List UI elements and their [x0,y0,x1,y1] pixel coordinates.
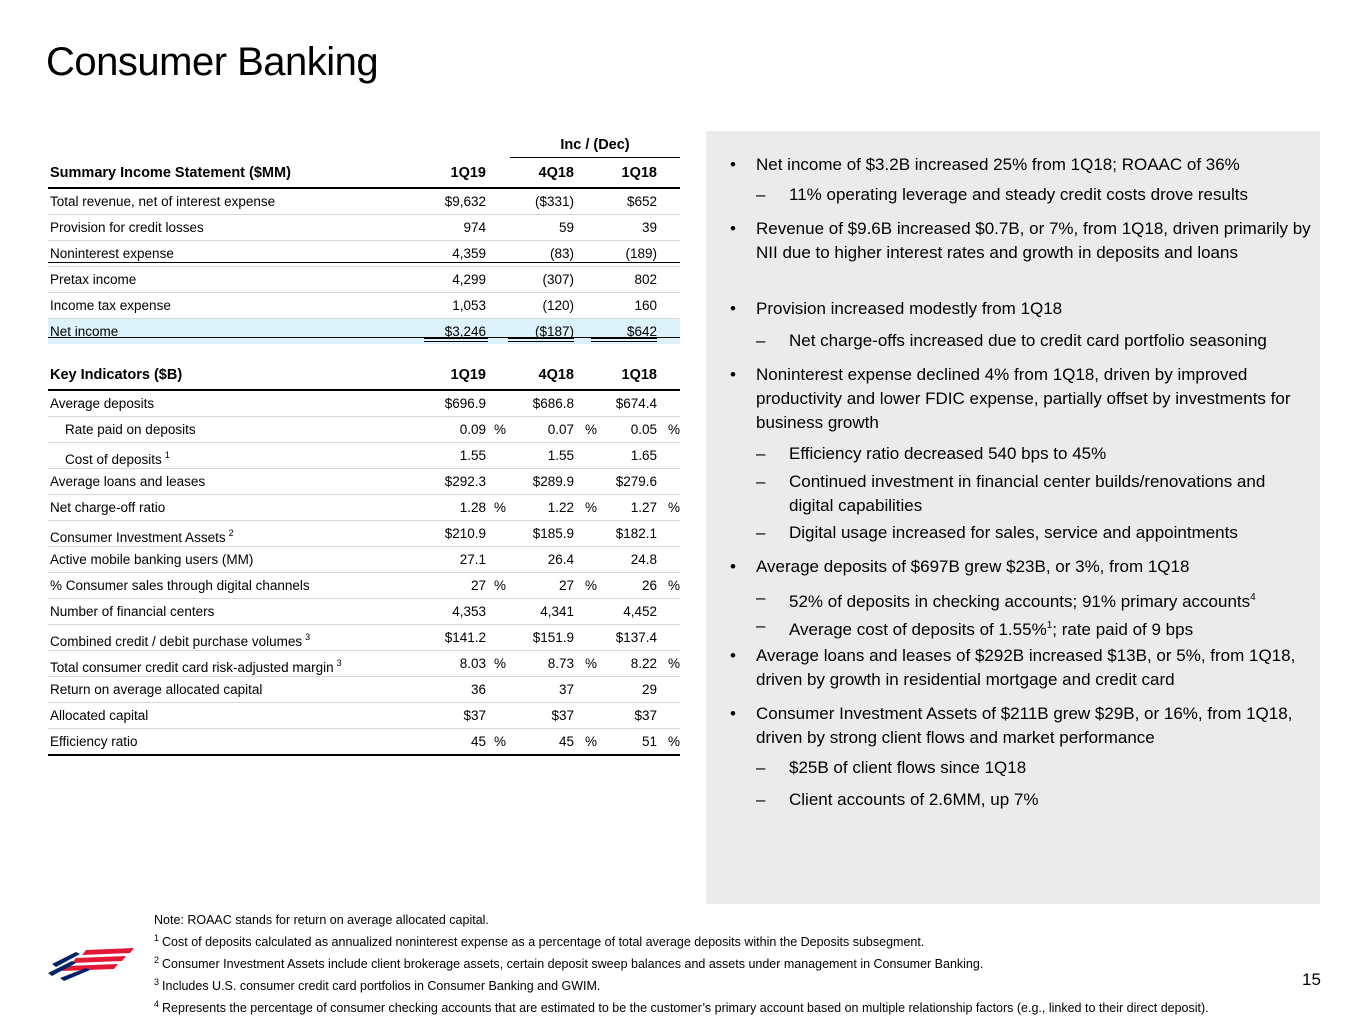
cell-c2: (120) [542,298,574,313]
cell-c3: 4,452 [623,604,657,619]
cell-c3: (189) [625,246,657,261]
cell-c3: 8.22 [630,656,657,671]
bullet-text [756,153,1311,177]
footnote-item [154,973,1294,995]
footnotes [154,911,1294,1017]
cell-c2: 1.22 [547,500,574,515]
table-row [48,521,680,547]
bullet-text [789,442,1314,466]
table-row [48,215,680,241]
bullet-dash-icon: – [756,790,766,809]
row-label-text: Average loans and leases [50,474,206,489]
summary-header-label: Summary Income Statement ($MM) [50,165,291,181]
footnote-ref: 1 [1046,620,1053,631]
cell-c2: 8.73 [547,656,574,671]
bullet-dash-icon: – [756,331,766,350]
footnote-ref: 3 [305,632,311,642]
total-double-rule [508,338,574,342]
table-row [48,729,680,756]
row-label [50,495,165,520]
table-row [48,651,680,677]
footnote-item [154,995,1294,1017]
net-income-row [48,319,680,344]
footnote-ref: 1 [164,450,170,460]
footnote-ref: 4 [1250,592,1256,603]
bullet-text-main: Noninterest expense declined 4% from 1Q18, driven by improved productivity and lower FDIC expense, partially offset by investments for business growth [756,365,1291,432]
percent-sign: % [585,422,598,437]
row-label-text: Total consumer credit card risk-adjusted margin [50,660,334,675]
cell-c3: $37 [634,708,657,723]
percent-sign: % [585,500,598,515]
cell-c1: 0.09 [459,422,486,437]
cell-c2: 37 [558,682,574,697]
footnote-note: Note: ROAAC stands for return on average allocated capital. [154,913,489,927]
cell-c3: $674.4 [615,396,657,411]
bank-logo [46,944,136,986]
bullet-dash-icon: – [756,444,766,463]
footnote-item [154,929,1294,951]
page-title: Consumer Banking [46,40,379,84]
row-label-text: Average deposits [50,396,155,411]
footnote-number: 3 [154,977,160,987]
cell-c3: $642 [626,324,657,339]
cell-c2: 27 [558,578,574,593]
footnote-text: Represents the percentage of consumer checking accounts that are estimated to be the customer’s primary account based on multiple relationship factors (e.g., linked to their direct deposit). [162,1001,1209,1015]
cell-c1: $696.9 [444,396,486,411]
cell-c2: 1.55 [547,448,574,463]
footnote-number: 2 [154,955,160,965]
bullet-dot-icon: • [730,704,736,723]
bullet-text [789,586,1314,614]
row-label: Provision for credit losses [50,220,204,235]
bullet-text [789,521,1314,545]
row-label-text: % Consumer sales through digital channels [50,578,310,593]
row-label: Net income [50,324,119,339]
table-row [48,703,680,729]
bullet-dash-icon: – [756,185,766,204]
row-label [50,391,154,416]
cell-c3: 0.05 [630,422,657,437]
bullet-text [789,614,1314,642]
percent-sign: % [668,422,681,437]
row-label-text: Combined credit / debit purchase volumes [50,634,303,649]
subtotal-rule [48,262,680,263]
table-row [48,267,680,293]
cell-c2: $37 [551,708,574,723]
inc-dec-header: Inc / (Dec) [510,133,680,158]
cell-c2: 4,341 [540,604,574,619]
row-label [50,469,205,494]
col-1q19-header: 1Q19 [450,367,486,383]
bullet-dash-icon: – [756,472,766,491]
cell-c2: 26.4 [547,552,574,567]
cell-c2: ($331) [534,194,574,209]
bullet-dot-icon: • [730,365,736,384]
row-label [50,703,148,728]
percent-sign: % [585,734,598,749]
row-label [50,521,234,550]
cell-c1: 27 [470,578,486,593]
table-row [48,391,680,417]
cell-c1: 4,359 [452,246,486,261]
cell-c2: 0.07 [547,422,574,437]
row-label-text: Return on average allocated capital [50,682,263,697]
flag-stripes-icon [48,948,134,981]
percent-sign: % [494,578,507,593]
bullet-text [756,297,1311,321]
cell-c3: 51 [641,734,657,749]
cell-c1: $210.9 [444,526,486,541]
bullet-text-main: Provision increased modestly from 1Q18 [756,299,1063,318]
percent-sign: % [494,422,507,437]
row-label [65,443,170,472]
row-label [50,547,253,572]
footnote-number: 1 [154,933,160,943]
bullet-dot-icon: • [730,646,736,665]
row-label-text: Allocated capital [50,708,149,723]
table-row [48,241,680,267]
cell-c1: $37 [463,708,486,723]
col-1q19-header: 1Q19 [450,165,486,181]
cell-c3: 26 [641,578,657,593]
summary-bottom-rule [48,337,680,338]
cell-c3: $652 [626,194,657,209]
bullet-text [789,470,1314,518]
page-number: 15 [1302,970,1321,989]
cell-c1: 1.28 [459,500,486,515]
bullet-text-main: Consumer Investment Assets of $211B grew $29B, or 16%, from 1Q18, driven by strong client flows and market performance [756,704,1293,747]
bullet-dot-icon: • [730,219,736,238]
table-row [48,625,680,651]
row-label [50,729,138,754]
cell-c2: $686.8 [532,396,574,411]
cell-c3: 29 [641,682,657,697]
bullet-text-main: Net charge-offs increased due to credit card portfolio seasoning [789,331,1267,350]
table-row [48,677,680,703]
row-label: Pretax income [50,272,137,287]
bullet-text-main: Net income of $3.2B increased 25% from 1Q18; ROAAC of 36% [756,155,1240,174]
col-4q18-header: 4Q18 [538,165,574,181]
footnote-ref: 2 [228,528,234,538]
cell-c2: 45 [558,734,574,749]
table-row [48,443,680,469]
percent-sign: % [494,500,507,515]
bullet-text-main: Average cost of deposits of 1.55% [789,620,1047,639]
bullet-text-main: Digital usage increased for sales, service and appointments [789,523,1238,542]
bullet-text [789,756,1314,780]
row-label [50,677,262,702]
commentary-panel [706,131,1320,904]
cell-c1: 45 [470,734,486,749]
cell-c3: $279.6 [615,474,657,489]
cell-c1: $141.2 [444,630,486,645]
cell-c1: $3,246 [444,324,486,339]
bullet-text-main: 52% of deposits in checking accounts; 91% primary accounts [789,592,1251,611]
percent-sign: % [668,578,681,593]
footnote-text: Cost of deposits calculated as annualized noninterest expense as a percentage of total average deposits within the Deposits subsegment. [162,935,925,949]
bullet-text-main: Revenue of $9.6B increased $0.7B, or 7%, from 1Q18, driven primarily by NII due to higher interest rates and growth in deposits and loans [756,219,1311,262]
row-label-text: Consumer Investment Assets [50,530,226,545]
bullet-dash-icon: – [756,523,766,542]
bullet-text [756,555,1311,579]
bullet-text-main: Average loans and leases of $292B increased $13B, or 5%, from 1Q18, driven by growth in residential mortgage and credit card [756,646,1296,689]
bullet-dash-icon: – [756,758,766,777]
summary-income-table [48,159,680,344]
cell-c2: 59 [558,220,574,235]
bullet-text-main: Efficiency ratio decreased 540 bps to 45% [789,444,1107,463]
total-double-rule [424,338,488,342]
cell-c2: $185.9 [532,526,574,541]
bullet-dot-icon: • [730,155,736,174]
cell-c1: 27.1 [459,552,486,567]
bullet-dash-icon: – [756,588,766,607]
cell-c2: ($187) [534,324,574,339]
key-header-row [48,361,680,391]
footnote-text: Includes U.S. consumer credit card portfolios in Consumer Banking and GWIM. [162,979,601,993]
row-label: Income tax expense [50,298,171,313]
cell-c1: 8.03 [459,656,486,671]
percent-sign: % [494,734,507,749]
cell-c3: 24.8 [630,552,657,567]
row-label: Noninterest expense [50,246,174,261]
bullet-text-main: Client accounts of 2.6MM, up 7% [789,790,1039,809]
col-1q18-header: 1Q18 [621,367,657,383]
percent-sign: % [668,500,681,515]
table-row [48,495,680,521]
cell-c2: (307) [542,272,574,287]
bullet-text-main: $25B of client flows since 1Q18 [789,758,1027,777]
cell-c1: $292.3 [444,474,486,489]
table-row [48,573,680,599]
key-header-label: Key Indicators ($B) [50,367,183,383]
cell-c1: 4,299 [452,272,486,287]
bullet-text-main: 11% operating leverage and steady credit costs drove results [789,185,1248,204]
bullet-text [756,702,1311,750]
row-label-text: Number of financial centers [50,604,215,619]
bullet-text [789,183,1314,207]
row-label: Total revenue, net of interest expense [50,194,276,209]
percent-sign: % [668,734,681,749]
cell-c3: 39 [641,220,657,235]
row-label [50,625,310,654]
bullet-text-main: Continued investment in financial center builds/renovations and digital capabilities [789,472,1266,515]
bullet-text-tail: ; rate paid of 9 bps [1052,620,1194,639]
cell-c3: 1.65 [630,448,657,463]
row-label-text: Efficiency ratio [50,734,138,749]
bullet-dot-icon: • [730,557,736,576]
cell-c3: 1.27 [630,500,657,515]
cell-c3: $137.4 [615,630,657,645]
cell-c1: 1,053 [452,298,486,313]
bullet-text [756,644,1311,692]
cell-c2: (83) [549,246,574,261]
percent-sign: % [585,656,598,671]
cell-c2: $151.9 [532,630,574,645]
cell-c1: 4,353 [452,604,486,619]
cell-c3: 160 [634,298,657,313]
row-label-text: Cost of deposits [65,452,162,467]
table-row [48,547,680,573]
bullet-text [789,329,1314,353]
cell-c1: 36 [470,682,486,697]
row-label [65,417,196,442]
footnote-ref: 3 [336,658,342,668]
row-label-text: Active mobile banking users (MM) [50,552,254,567]
row-label [50,573,310,598]
cell-c3: 802 [634,272,657,287]
percent-sign: % [585,578,598,593]
bullet-text [756,363,1311,435]
col-4q18-header: 4Q18 [538,367,574,383]
bullet-dot-icon: • [730,299,736,318]
table-row [48,417,680,443]
row-label [50,651,342,680]
table-row [48,293,680,319]
percent-sign: % [494,656,507,671]
summary-header-row [48,159,680,189]
footnote-text: Consumer Investment Assets include client brokerage assets, certain deposit sweep balances and assets under management in Consumer Banking. [162,957,984,971]
cell-c3: $182.1 [615,526,657,541]
bullet-text [756,217,1311,265]
bullet-text-main: Average deposits of $697B grew $23B, or 3%, from 1Q18 [756,557,1190,576]
cell-c1: $9,632 [444,194,486,209]
cell-c1: 974 [463,220,486,235]
footnote-number: 4 [154,999,160,1009]
row-label [50,599,214,624]
table-row [48,189,680,215]
bullet-text [789,788,1314,812]
cell-c1: 1.55 [459,448,486,463]
cell-c2: $289.9 [532,474,574,489]
table-row [48,599,680,625]
col-1q18-header: 1Q18 [621,165,657,181]
footnote-item [154,951,1294,973]
percent-sign: % [668,656,681,671]
key-indicators-table [48,361,680,756]
row-label-text: Rate paid on deposits [65,422,196,437]
total-double-rule [591,338,657,342]
bullet-dash-icon: – [756,616,766,635]
table-row [48,469,680,495]
row-label-text: Net charge-off ratio [50,500,166,515]
